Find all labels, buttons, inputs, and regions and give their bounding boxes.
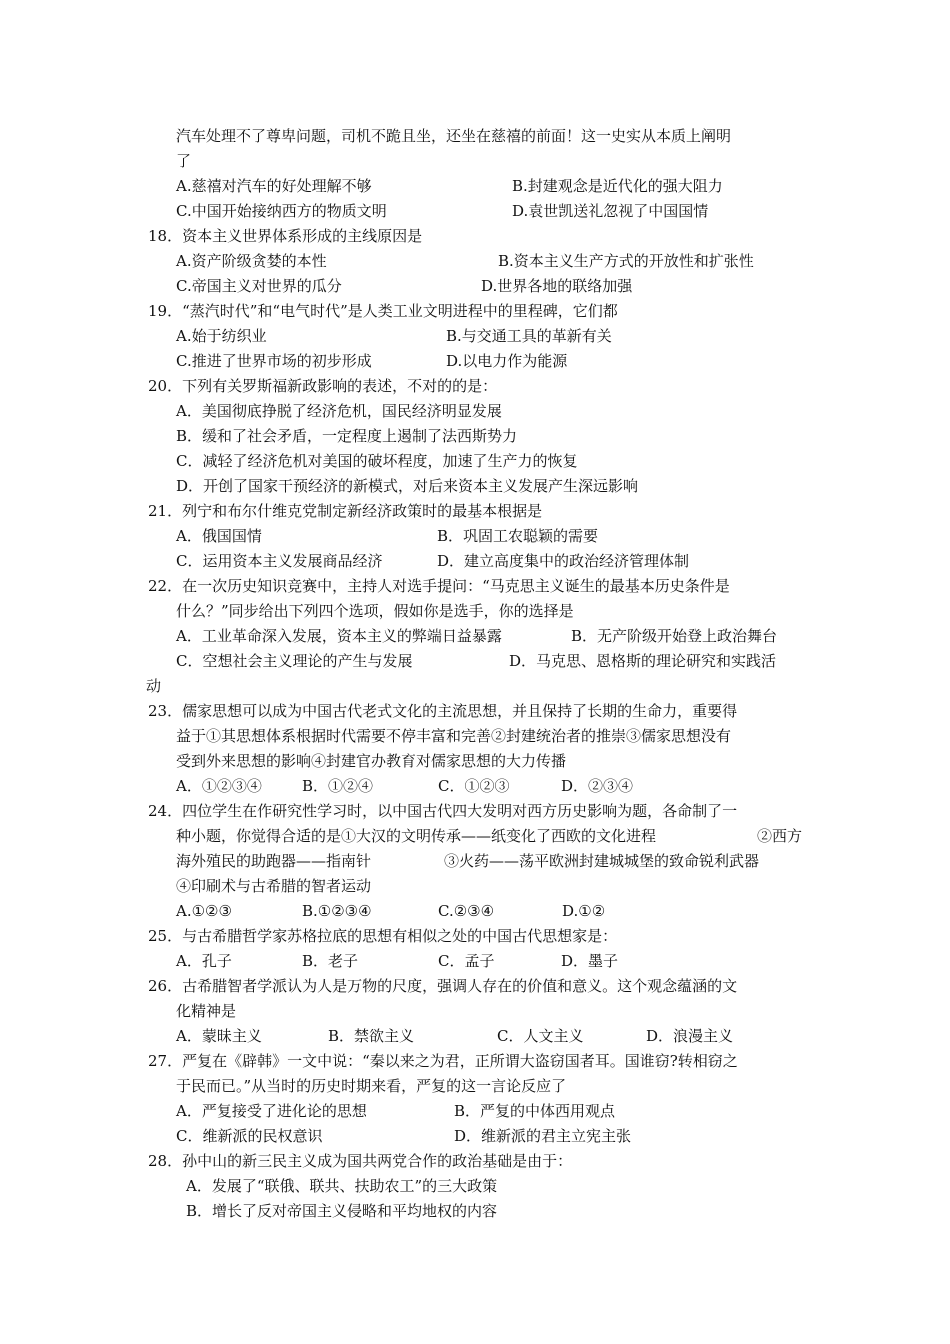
q28-stem: 28．孙中山的新三民主义成为国共两党合作的政治基础是由于： <box>148 1152 573 1170</box>
q18-option-d: D.世界各地的联络加强 <box>481 277 633 295</box>
q24-stem-line2b: ②西方 <box>757 827 803 845</box>
q26-stem-line1: 26．古希腊智者学派认为人是万物的尺度，强调人存在的价值和意义。这个观念蕴涵的文 <box>148 977 738 995</box>
q24-stem-line2a: 种小题，你觉得合适的是①大汉的文明传承——纸变化了西欧的文化进程 <box>176 827 657 845</box>
q24-option-a: A.①②③ <box>176 902 232 920</box>
q26-option-c: C．人文主义 <box>497 1027 584 1045</box>
q23-stem-line1: 23．儒家思想可以成为中国古代老式文化的主流思想，并且保持了长期的生命力，重要得 <box>148 702 738 720</box>
q19-option-c: C.推进了世界市场的初步形成 <box>176 352 372 370</box>
q24-stem-line4: ④印刷术与古希腊的智者运动 <box>176 877 372 895</box>
q28-option-b: B．增长了反对帝国主义侵略和平均地权的内容 <box>186 1202 498 1220</box>
q21-option-d: D．建立高度集中的政治经济管理体制 <box>437 552 690 570</box>
q17-stem-line1: 汽车处理不了尊卑问题，司机不跪且坐，还坐在慈禧的前面！这一史实从本质上阐明 <box>176 127 732 145</box>
q22-option-d: D．马克思、恩格斯的理论研究和实践活 <box>509 652 777 670</box>
q20-option-b: B．缓和了社会矛盾，一定程度上遏制了法西斯势力 <box>176 427 518 445</box>
q24-stem-line3b: ③火药——荡平欧洲封建城城堡的致命锐利武器 <box>444 852 760 870</box>
q17-option-b: B.封建观念是近代化的强大阻力 <box>512 177 723 195</box>
q23-option-b: B．①②④ <box>302 777 374 795</box>
q24-option-b: B.①②③④ <box>302 902 372 920</box>
q17-stem-line2: 了 <box>176 152 192 170</box>
q23-stem-line2: 益于①其思想体系根据时代需要不停丰富和完善②封建统治者的推崇③儒家思想没有 <box>176 727 732 745</box>
q26-stem-line2: 化精神是 <box>176 1002 237 1020</box>
q19-option-d: D.以电力作为能源 <box>446 352 568 370</box>
q27-option-b: B．严复的中体西用观点 <box>454 1102 616 1120</box>
q20-option-a: A．美国彻底挣脱了经济危机，国民经济明显发展 <box>176 402 502 420</box>
q25-option-a: A．孔子 <box>176 952 232 970</box>
q22-option-d-tail: 动 <box>146 677 162 695</box>
q21-option-a: A．俄国国情 <box>176 527 262 545</box>
q26-option-d: D．浪漫主义 <box>646 1027 734 1045</box>
q19-option-b: B.与交通工具的革新有关 <box>446 327 612 345</box>
q25-stem: 25．与古希腊哲学家苏格拉底的思想有相似之处的中国古代思想家是： <box>148 927 618 945</box>
q22-stem-line2: 什么？”同步给出下列四个选项，假如你是选手，你的选择是 <box>176 602 574 620</box>
q23-stem-line3: 受到外来思想的影响④封建官办教育对儒家思想的大力传播 <box>176 752 567 770</box>
q21-stem: 21．列宁和布尔什维克党制定新经济政策时的最基本根据是 <box>148 502 543 520</box>
q17-option-c: C.中国开始接纳西方的物质文明 <box>176 202 387 220</box>
q27-option-a: A．严复接受了进化论的思想 <box>176 1102 367 1120</box>
q20-stem: 20．下列有关罗斯福新政影响的表述，不对的的是： <box>148 377 498 395</box>
q28-option-a: A．发展了“联俄、联共、扶助农工”的三大政策 <box>186 1177 498 1195</box>
q23-option-d: D．②③④ <box>561 777 634 795</box>
q22-stem-line1: 22．在一次历史知识竞赛中，主持人对选手提问：“马克思主义诞生的最基本历史条件是 <box>148 577 730 595</box>
q25-option-c: C．孟子 <box>438 952 495 970</box>
q25-option-b: B．老子 <box>302 952 359 970</box>
q18-stem: 18．资本主义世界体系形成的主线原因是 <box>148 227 423 245</box>
q22-option-a: A．工业革命深入发展，资本主义的弊端日益暴露 <box>176 627 502 645</box>
q27-option-c: C．维新派的民权意识 <box>176 1127 323 1145</box>
q17-option-d: D.袁世凯送礼忽视了中国国情 <box>512 202 709 220</box>
q24-stem-line1: 24．四位学生在作研究性学习时，以中国古代四大发明对西方历史影响为题，各命制了一 <box>148 802 738 820</box>
q24-option-c: C.②③④ <box>438 902 495 920</box>
q19-option-a: A.始于纺织业 <box>176 327 267 345</box>
q27-stem-line1: 27．严复在《辟韩》一文中说：“秦以来之为君，正所谓大盗窃国者耳。国谁窃?转相窃之 <box>148 1052 738 1070</box>
q26-option-b: B．禁欲主义 <box>328 1027 415 1045</box>
q20-option-d: D．开创了国家干预经济的新模式，对后来资本主义发展产生深远影响 <box>176 477 639 495</box>
q18-option-b: B.资本主义生产方式的开放性和扩张性 <box>498 252 754 270</box>
q23-option-c: C．①②③ <box>438 777 510 795</box>
q18-option-c: C.帝国主义对世界的瓜分 <box>176 277 342 295</box>
q19-stem: 19．“蒸汽时代”和“电气时代”是人类工业文明进程中的里程碑，它们都 <box>148 302 618 320</box>
q17-option-a: A.慈禧对汽车的好处理解不够 <box>176 177 372 195</box>
q25-option-d: D．墨子 <box>561 952 619 970</box>
q22-option-b: B．无产阶级开始登上政治舞台 <box>571 627 778 645</box>
q23-option-a: A．①②③④ <box>176 777 262 795</box>
q27-stem-line2: 于民而已。”从当时的历史时期来看，严复的这一言论反应了 <box>176 1077 567 1095</box>
q20-option-c: C．减轻了经济危机对美国的破坏程度，加速了生产力的恢复 <box>176 452 578 470</box>
q24-stem-line3a: 海外殖民的助跑器——指南针 <box>176 852 372 870</box>
q24-option-d: D.①② <box>562 902 606 920</box>
q27-option-d: D．维新派的君主立宪主张 <box>454 1127 632 1145</box>
q21-option-c: C．运用资本主义发展商品经济 <box>176 552 383 570</box>
q22-option-c: C．空想社会主义理论的产生与发展 <box>176 652 413 670</box>
q18-option-a: A.资产阶级贪婪的本性 <box>176 252 327 270</box>
q21-option-b: B．巩固工农聪颖的需要 <box>437 527 599 545</box>
q26-option-a: A．蒙昧主义 <box>176 1027 262 1045</box>
